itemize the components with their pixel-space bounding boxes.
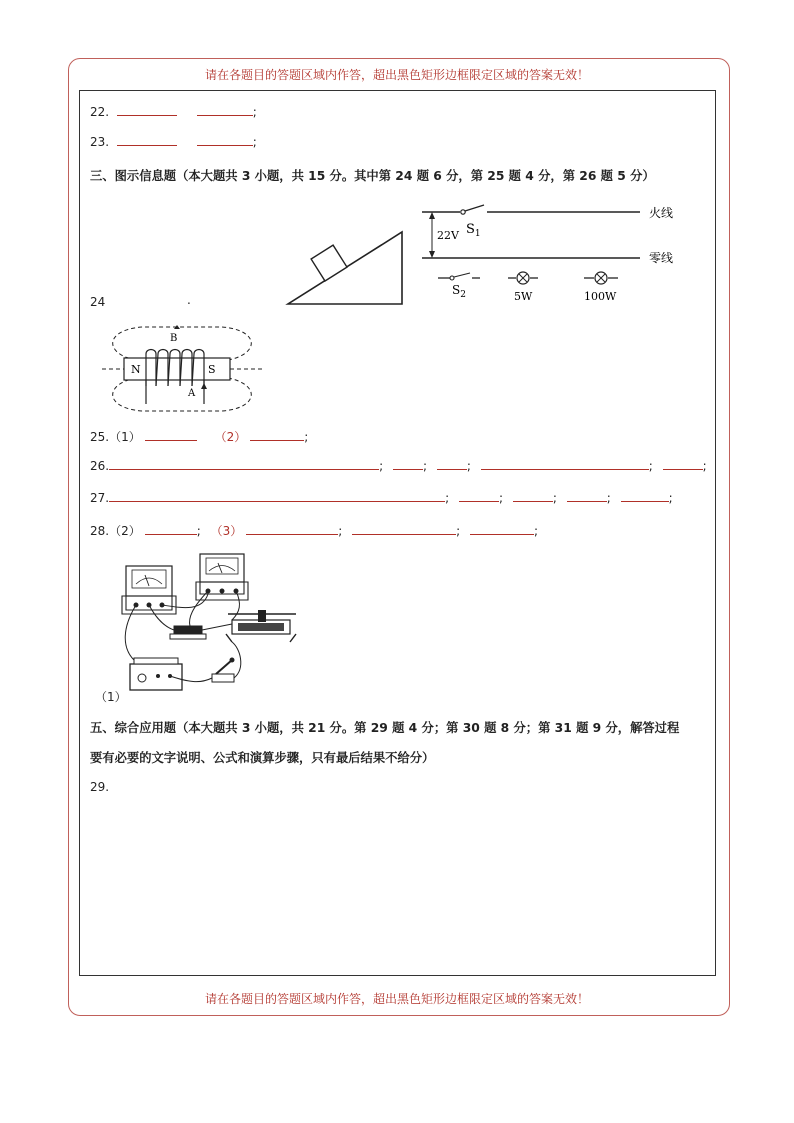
q28-row: 28.（2） ; （3） ; ; ;	[90, 524, 539, 538]
north-pole-label: N	[131, 363, 141, 376]
magnet-field-diagram	[102, 320, 264, 414]
q28-blank-2[interactable]	[246, 524, 338, 535]
q24-dot: .	[187, 293, 191, 307]
q27-blank-3[interactable]	[513, 491, 553, 502]
switch-s1-blade	[465, 205, 484, 211]
q22-blank-2[interactable]	[197, 105, 253, 116]
q26-blank-2[interactable]	[393, 459, 423, 470]
voltmeter	[196, 554, 248, 600]
south-pole-label: S	[208, 363, 216, 376]
section-5-heading-line-1: 五、综合应用题（本大题共 3 小题，共 21 分。第 29 题 4 分；第 30 题 8 分；第 31 题 9 分，解答过程	[90, 721, 680, 735]
s2-label: $S_2$	[452, 283, 466, 300]
q26-blank-3[interactable]	[437, 459, 467, 470]
q23-row: 23. ;	[90, 135, 257, 149]
point-a-label: A	[188, 388, 196, 399]
voltage-label: 22V	[437, 229, 459, 242]
q28-blank-3[interactable]	[352, 524, 456, 535]
q29-label: 29.	[90, 780, 110, 794]
q23-blank-2[interactable]	[197, 135, 253, 146]
lamp-100w	[595, 272, 607, 284]
power-supply	[130, 658, 182, 690]
ammeter	[122, 566, 176, 614]
section-3-heading: 三、图示信息题（本大题共 3 小题，共 15 分。其中第 24 题 6 分，第 25 题 4 分，第 26 题 5 分）	[90, 169, 655, 183]
q27-row: 27. ; ; ; ; ;	[90, 491, 673, 505]
q28-blank-4[interactable]	[470, 524, 534, 535]
lamp-5w-label: 5W	[514, 290, 533, 303]
q26-blank-4[interactable]	[481, 459, 649, 470]
q27-blank-2[interactable]	[459, 491, 499, 502]
lamp-100w-label: 100W	[584, 290, 617, 303]
q26-blank-5[interactable]	[663, 459, 703, 470]
current-arrow-a	[201, 383, 207, 389]
section-5-heading-line-2: 要有必要的文字说明、公式和演算步骤，只有最后结果不给分）	[90, 751, 435, 765]
q27-blank-4[interactable]	[567, 491, 607, 502]
lamp-5w	[517, 272, 529, 284]
q27-blank-5[interactable]	[621, 491, 669, 502]
incline-diagram	[285, 225, 405, 307]
q27-blank-1[interactable]	[109, 491, 445, 502]
q22-row: 22. ;	[90, 105, 257, 119]
q28-blank-1[interactable]	[145, 524, 197, 535]
q27-label: 27.	[90, 491, 110, 505]
q25-blank-2[interactable]	[250, 430, 304, 441]
live-wire-label: 火线	[649, 206, 674, 220]
block-on-incline	[311, 245, 347, 281]
switch-s1-pivot	[461, 210, 465, 214]
field-line-bottom	[113, 378, 252, 411]
experiment-circuit-illustration	[112, 548, 312, 700]
neutral-wire-label: 零线	[649, 251, 674, 265]
q29-answer-area[interactable]	[90, 800, 700, 965]
resistor-on-board	[170, 626, 206, 639]
q26-label: 26.	[90, 459, 110, 473]
q22-blank-1[interactable]	[117, 105, 177, 116]
switch-s2-blade	[454, 273, 470, 277]
q28-label: 28.	[90, 524, 110, 538]
q26-row: 26. ; ; ; ; ;	[90, 459, 707, 473]
household-circuit-diagram	[412, 198, 702, 306]
q23-label: 23.	[90, 135, 110, 149]
q25-row: 25.（1） （2） ;	[90, 430, 309, 444]
q25-label: 25.	[90, 430, 110, 444]
bottom-warning: 请在各题目的答题区域内作答，超出黑色矩形边框限定区域的答案无效！	[204, 992, 589, 1006]
q22-label: 22.	[90, 105, 110, 119]
knife-switch	[212, 658, 235, 683]
switch-s2-pivot	[450, 276, 454, 280]
q26-blank-1[interactable]	[109, 459, 379, 470]
point-b-label: B	[170, 333, 178, 344]
q24-label: 24	[90, 295, 106, 309]
q23-blank-1[interactable]	[117, 135, 177, 146]
top-warning: 请在各题目的答题区域内作答，超出黑色矩形边框限定区域的答案无效！	[204, 68, 589, 82]
q28-part1-label: （1）	[95, 690, 127, 704]
q25-blank-1[interactable]	[145, 430, 197, 441]
s1-label: $S_1$	[466, 222, 481, 239]
